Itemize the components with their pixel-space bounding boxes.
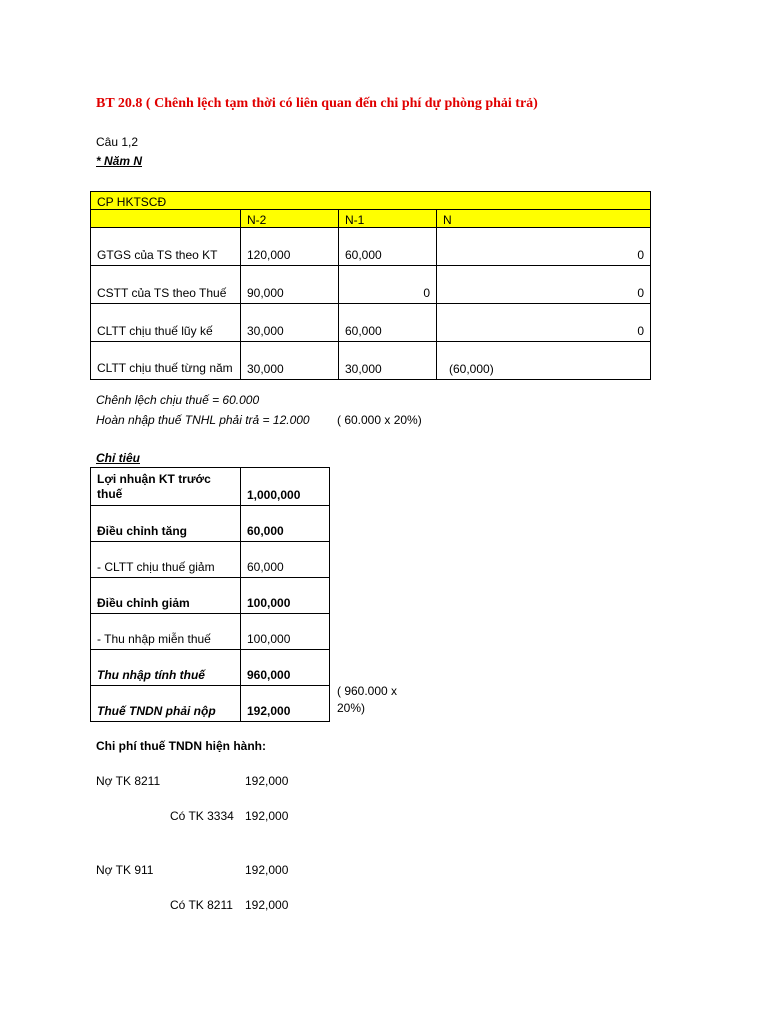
question-label: Câu 1,2 bbox=[96, 135, 139, 149]
temporary-difference-table bbox=[90, 191, 651, 380]
table-row bbox=[91, 650, 330, 686]
table-row bbox=[91, 506, 330, 542]
header-cell-empty bbox=[91, 210, 241, 228]
entry-credit-3334-amount: 192,000 bbox=[245, 809, 289, 823]
row-label: Lợi nhuận KT trước thuế bbox=[91, 468, 241, 506]
row-label: - CLTT chịu thuế giảm bbox=[91, 542, 241, 578]
table-header-row bbox=[91, 210, 651, 228]
entry-credit-3334-label: Có TK 3334 bbox=[170, 809, 234, 823]
row-value: 60,000 bbox=[241, 542, 330, 578]
row-value: 100,000 bbox=[241, 578, 330, 614]
section-label: CP HKTSCĐ bbox=[91, 192, 651, 210]
entry-debit-911-label: Nợ TK 911 bbox=[96, 863, 154, 877]
cell-n1: 30,000 bbox=[339, 342, 437, 380]
cell-n2: 90,000 bbox=[241, 266, 339, 304]
criteria-heading: Chỉ tiêu bbox=[96, 451, 140, 465]
table-row bbox=[91, 686, 330, 722]
row-label: CLTT chịu thuế từng năm bbox=[91, 342, 241, 380]
note-reversal: Hoàn nhập thuế TNHL phải trả = 12.000 bbox=[96, 413, 310, 427]
row-label: GTGS của TS theo KT bbox=[91, 228, 241, 266]
cell-n: (60,000) bbox=[437, 342, 651, 380]
cell-n: 0 bbox=[437, 304, 651, 342]
tax-calc-note: ( 960.000 x 20%) bbox=[337, 684, 398, 715]
entry-debit-8211-amount: 192,000 bbox=[245, 774, 289, 788]
document-title: BT 20.8 ( Chênh lệch tạm thời có liên quan đến chi phí dự phòng phải trả) bbox=[96, 96, 538, 111]
table-row bbox=[91, 542, 330, 578]
header-cell-n2: N-2 bbox=[241, 210, 339, 228]
table-section-row bbox=[91, 192, 651, 210]
cell-n1: 60,000 bbox=[339, 304, 437, 342]
taxable-income-table bbox=[90, 467, 330, 722]
entry-debit-911-amount: 192,000 bbox=[245, 863, 289, 877]
note-taxable-difference: Chênh lệch chịu thuế = 60.000 bbox=[96, 393, 260, 407]
cell-n: 0 bbox=[437, 228, 651, 266]
row-label: Điều chỉnh tăng bbox=[91, 506, 241, 542]
row-label: Thu nhập tính thuế bbox=[91, 650, 241, 686]
row-value: 960,000 bbox=[241, 650, 330, 686]
header-cell-n1: N-1 bbox=[339, 210, 437, 228]
entry-credit-8211-amount: 192,000 bbox=[245, 898, 289, 912]
cell-n1: 60,000 bbox=[339, 228, 437, 266]
table-row bbox=[91, 578, 330, 614]
row-value: 192,000 bbox=[241, 686, 330, 722]
table-row bbox=[91, 614, 330, 650]
table-row bbox=[91, 228, 651, 266]
table-row bbox=[91, 468, 330, 506]
cell-n: 0 bbox=[437, 266, 651, 304]
row-value: 1,000,000 bbox=[241, 468, 330, 506]
cell-n2: 120,000 bbox=[241, 228, 339, 266]
row-label: Thuế TNDN phải nộp bbox=[91, 686, 241, 722]
table-row bbox=[91, 304, 651, 342]
row-label: - Thu nhập miễn thuế bbox=[91, 614, 241, 650]
note-reversal-calc: ( 60.000 x 20%) bbox=[337, 413, 422, 427]
row-value: 60,000 bbox=[241, 506, 330, 542]
row-value: 100,000 bbox=[241, 614, 330, 650]
entry-credit-8211-label: Có TK 8211 bbox=[170, 898, 233, 912]
entry-debit-8211-label: Nợ TK 8211 bbox=[96, 774, 161, 788]
expense-heading: Chi phí thuế TNDN hiện hành: bbox=[96, 739, 266, 753]
row-label: CSTT của TS theo Thuế bbox=[91, 266, 241, 304]
table-row bbox=[91, 342, 651, 380]
row-label: Điều chỉnh giảm bbox=[91, 578, 241, 614]
table-row bbox=[91, 266, 651, 304]
header-cell-n: N bbox=[437, 210, 651, 228]
cell-n2: 30,000 bbox=[241, 342, 339, 380]
cell-n1: 0 bbox=[339, 266, 437, 304]
year-heading: * Năm N bbox=[96, 154, 143, 168]
cell-n2: 30,000 bbox=[241, 304, 339, 342]
row-label: CLTT chịu thuế lũy kế bbox=[91, 304, 241, 342]
